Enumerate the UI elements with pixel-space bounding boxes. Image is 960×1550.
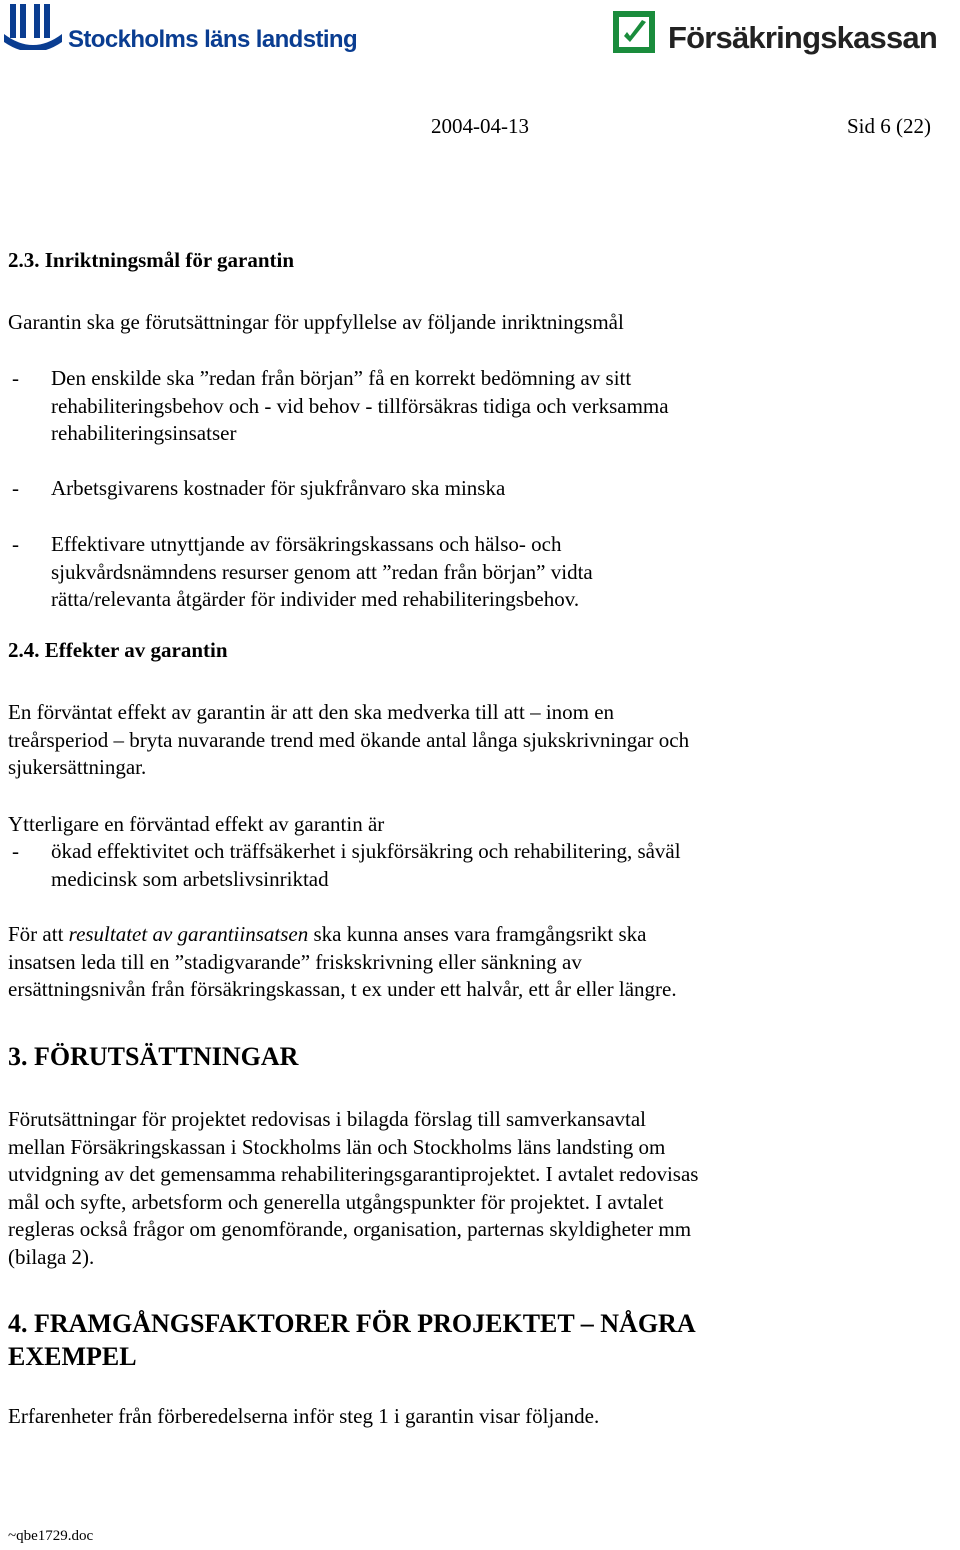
emphasis: resultatet av garantiinsatsen <box>68 922 309 946</box>
fk-logo-text: Försäkringskassan <box>668 20 937 55</box>
list-dash: - <box>12 366 19 390</box>
sll-logo <box>4 4 356 56</box>
list-item: Den enskilde ska ”redan från början” få en korrekt bedömning av sitt rehabiliteringsbehov och - vid behov - tillförsäkras tidiga och verksamma rehabiliteringsinsatser <box>51 366 669 446</box>
list-item: ökad effektivitet och träffsäkerhet i sjukförsäkring och rehabilitering, såväl medicinsk som arbetslivsinriktad <box>51 839 681 891</box>
fk-logo-mark-icon <box>612 10 656 54</box>
page-number: Sid 6 (22) <box>847 114 931 138</box>
document-date: 2004-04-13 <box>431 114 529 138</box>
list-dash: - <box>12 476 19 500</box>
section-3-heading: 3. FÖRUTSÄTTNINGAR <box>8 1042 299 1071</box>
section-2-3-intro: Garantin ska ge förutsättningar för uppfyllelse av följande inriktningsmål <box>8 310 624 334</box>
list-dash: - <box>12 839 19 863</box>
list-item: Effektivare utnyttjande av försäkringskassans och hälso- och sjukvårdsnämndens resurser genom att ”redan från början” vidta rätta/relevanta åtgärder för individer med rehabiliteringsbehov. <box>51 532 593 612</box>
list-dash: - <box>12 532 19 556</box>
footer-filename: ~qbe1729.doc <box>8 1528 94 1544</box>
section-2-4-paragraph-2-intro: Ytterligare en förväntad effekt av garantin är <box>8 812 385 836</box>
section-2-4-paragraph-3: För att resultatet av garantiinsatsen ska kunna anses vara framgångsrikt ska insatsen leda till en ”stadigvarande” friskskrivning eller sänkning av ersättningsnivån från försäkringskassan, t ex under ett halvår, ett år eller längre. <box>8 922 677 1002</box>
section-2-4-heading: 2.4. Effekter av garantin <box>8 638 228 662</box>
section-3-paragraph: Förutsättningar för projektet redovisas i bilagda förslag till samverkansavtal mellan Försäkringskassan i Stockholms län och Stockholms läns landsting om utvidgning av det gemensamma rehabiliteringsgarantiprojektet. I avtalet redovisas mål och syfte, arbetsform och generella utgångspunkter för projektet. I avtalet regleras också frågor om genomförande, organisation, parternas skyldigheter mm (bilaga 2). <box>8 1107 699 1269</box>
section-2-4-paragraph-1: En förväntat effekt av garantin är att den ska medverka till att – inom en treårsperiod – bryta nuvarande trend med ökande antal långa sjukskrivningar och sjukersättningar. <box>8 700 690 780</box>
sll-logo-text: Stockholms läns landsting <box>68 26 358 53</box>
section-4-text: Erfarenheter från förberedelserna inför steg 1 i garantin visar följande. <box>8 1404 600 1428</box>
section-2-3-heading: 2.3. Inriktningsmål för garantin <box>8 248 295 272</box>
section-4-heading: 4. FRAMGÅNGSFAKTORER FÖR PROJEKTET – NÅGRA EXEMPEL <box>8 1309 696 1371</box>
fk-logo <box>612 6 960 58</box>
sll-logo-mark-icon <box>4 4 64 50</box>
list-item: Arbetsgivarens kostnader för sjukfrånvaro ska minska <box>51 476 506 500</box>
